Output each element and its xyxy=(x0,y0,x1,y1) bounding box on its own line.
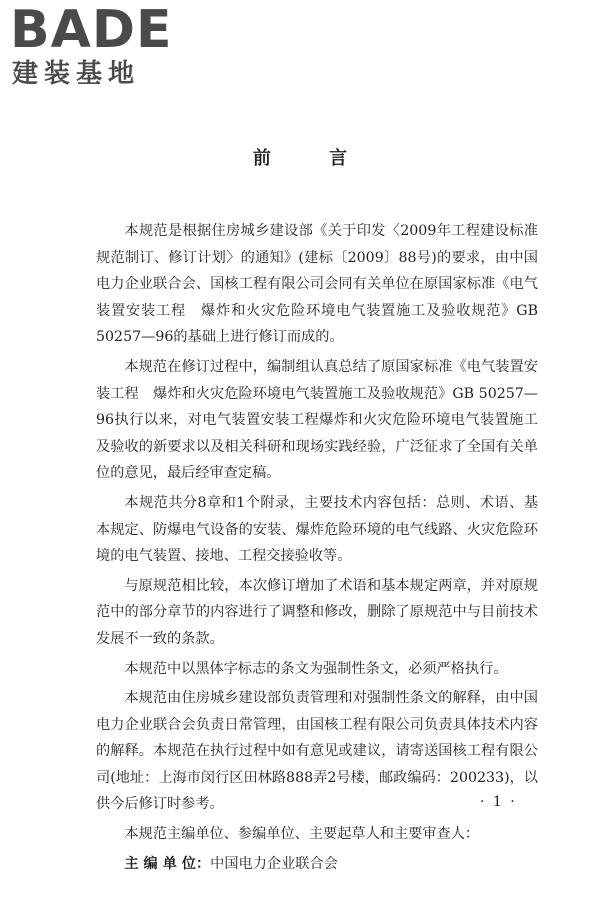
paragraph-2: 本规范在修订过程中，编制组认真总结了原国家标准《电气装置安装工程 爆炸和火灾危险环境电气装置施工及验收规范》GB 50257—96执行以来，对电气装置安装工程爆炸和火灾危险环境电气装置施工及验收的新要求以及相关科研和现场实践经验，广泛征求了全国有关单位的意见，最后经审查定稿。 xyxy=(96,358,538,482)
paragraph-1: 本规范是根据住房城乡建设部《关于印发〈2009年工程建设标准规范制订、修订计划〉的通知》(建标〔2009〕88号)的要求，由中国电力企业联合会、国核工程有限公司会同有关单位在原国家标准《电气装置安装工程 爆炸和火灾危险环境电气装置施工及验收规范》GB 50257—96的基础上进行修订而成的。 xyxy=(96,223,538,346)
logo-subtitle: 建装基地 xyxy=(12,59,141,89)
bade-logo xyxy=(10,2,185,97)
chief-unit-value: 中国电力企业联合会 xyxy=(210,855,338,872)
paragraph-6: 本规范由住房城乡建设部负责管理和对强制性条文的解释，由中国电力企业联合会负责日常管理，由国核工程有限公司负责具体技术内容的解释。本规范在执行过程中如有意见或建议，请寄送国核工程有限公司(地址：上海市闵行区田林路888弄2号楼，邮政编码：200233)，以供今后修订时参考。 xyxy=(96,690,538,813)
chief-unit-line xyxy=(96,851,538,878)
logo-wordmark: BADE xyxy=(10,0,173,60)
page-title: 前 言 xyxy=(252,148,374,169)
paragraph-5: 本规范中以黑体字标志的条文为强制性条文，必须严格执行。 xyxy=(124,660,508,677)
paragraph-4: 与原规范相比较，本次修订增加了术语和基本规定两章，并对原规范中的部分章节的内容进行了调整和修改，删除了原规范中与目前技术发展不一致的条款。 xyxy=(96,577,538,647)
paragraph-7: 本规范主编单位、参编单位、主要起草人和主要审查人： xyxy=(124,826,480,843)
chief-unit-label: 主 编 单 位： xyxy=(124,855,211,872)
paragraph-3: 本规范共分8章和1个附录，主要技术内容包括：总则、术语、基本规定、防爆电气设备的安装、爆炸危险环境的电气线路、火灾危险环境的电气装置、接地、工程交接验收等。 xyxy=(96,494,538,565)
preface-body xyxy=(96,218,538,880)
page-number: · 1 · xyxy=(480,794,517,810)
